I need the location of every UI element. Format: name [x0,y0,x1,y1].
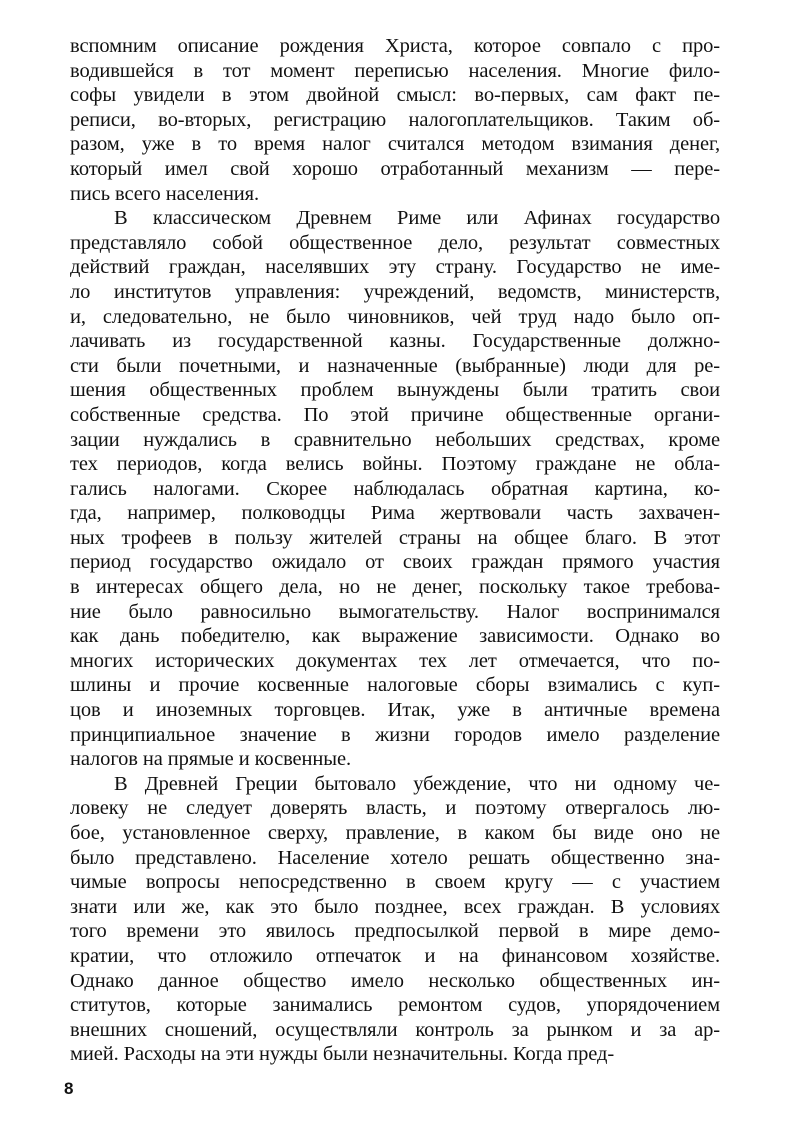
text-line: вспомним описание рождения Христа, которое совпало с про- [70,35,720,57]
text-line: ститутов, которые занимались ремонтом судов, упорядочением [70,994,720,1017]
text-line: как дань победителю, как выражение зависимости. Однако во [70,625,720,648]
text-line: ло институтов управления: учреждений, ведомств, министерств, [70,280,720,303]
text-line: кратии, что отложило отпечаток и на финансовом хозяйстве. [70,944,720,967]
text-line: тех периодов, когда велись войны. Поэтому граждане не обла- [70,453,720,476]
text-line: знати или же, как это было позднее, всех граждан. В условиях [70,895,720,918]
text-line: и, следовательно, не было чиновников, чей труд надо было оп- [70,305,720,328]
text-line: ловеку не следует доверять власть, и поэтому отвергалось лю- [70,797,720,820]
page-body [70,34,720,1067]
text-line: действий граждан, населявших эту страну. Государство не име- [70,256,720,279]
text-line: налогов на прямые и косвенные. [70,748,351,771]
text-line: пись всего населения. [70,182,260,205]
text-line: шения общественных проблем вынуждены были тратить свои [70,379,720,402]
text-line: водившейся в тот момент переписью населения. Многие фило- [70,59,720,82]
text-line: гались налогами. Скорее наблюдалась обратная картина, ко- [70,477,720,500]
text-line: который имел свой хорошо отработанный механизм — пере- [70,157,720,180]
text-line: В Древней Греции бытовало убеждение, что ни одному че- [114,772,720,795]
text-line: представляло собой общественное дело, результат совместных [70,231,720,254]
text-line: ных трофеев в пользу жителей страны на общее благо. В этот [70,526,720,549]
text-line: разом, уже в то время налог считался методом взимания денег, [70,133,720,156]
text-line: гда, например, полководцы Рима жертвовали часть захвачен- [70,502,720,525]
text-line: зации нуждались в сравнительно небольших средствах, кроме [70,428,720,451]
text-line: софы увидели в этом двойной смысл: во-первых, сам факт пе- [70,84,720,107]
paragraph [70,34,720,206]
page-number: 8 [64,1079,74,1098]
text-line: было представлено. Население хотело решать общественно зна- [70,846,720,869]
text-line: мией. Расходы на эти нужды были незначительны. Когда пред- [70,1043,615,1066]
paragraph [70,772,720,1067]
text-line: ние было равносильно вымогательству. Налог воспринимался [70,600,720,623]
text-line: многих исторических документах тех лет отмечается, что по- [70,649,720,672]
text-line: цов и иноземных торговцев. Итак, уже в античные времена [70,699,720,722]
text-line: лачивать из государственной казны. Государственные должно- [70,330,720,353]
text-line: чимые вопросы непосредственно в своем кругу — с участием [70,871,720,894]
text-line: в интересах общего дела, но не денег, поскольку такое требова- [70,576,720,599]
text-line: В классическом Древнем Риме или Афинах государство [114,207,720,230]
text-line: шлины и прочие косвенные налоговые сборы взимались с куп- [70,674,720,697]
paragraph [70,206,720,772]
text-line: сти были почетными, и назначенные (выбранные) люди для ре- [70,354,720,377]
text-line: того времени это явилось предпосылкой первой в мире демо- [70,920,720,943]
text-line: внешних сношений, осуществляли контроль за рынком и за ар- [70,1018,720,1041]
text-line: собственные средства. По этой причине общественные органи- [70,403,720,426]
text-line: Однако данное общество имело несколько общественных ин- [70,969,720,992]
text-line: принципиальное значение в жизни городов имело разделение [70,723,720,746]
text-line: бое, установленное сверху, правление, в каком бы виде оно не [70,822,720,844]
text-line: период государство ожидало от своих граждан прямого участия [70,551,720,574]
text-line: реписи, во-вторых, регистрацию налогоплательщиков. Таким об- [70,108,720,131]
